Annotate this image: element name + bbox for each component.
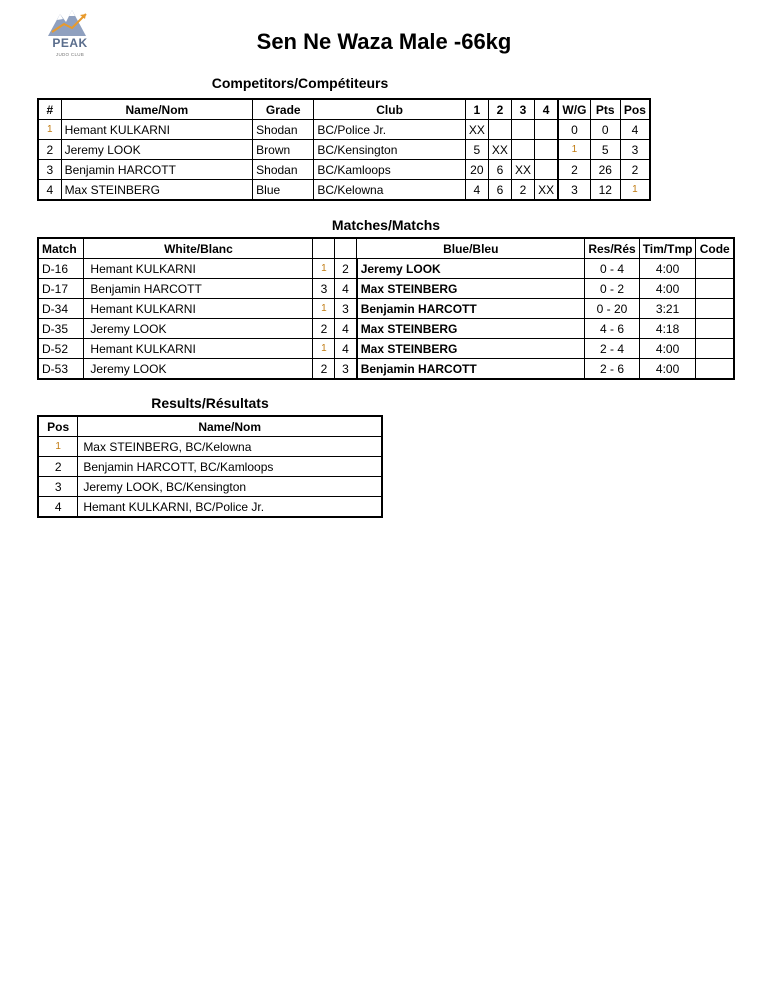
- white-num: 2: [313, 359, 335, 380]
- score-cell: [511, 120, 534, 140]
- match-time: 4:00: [639, 279, 696, 299]
- blue-player: Jeremy LOOK: [357, 259, 585, 279]
- blue-player: Benjamin HARCOTT: [357, 299, 585, 319]
- table-row: [38, 339, 734, 359]
- table-row: [38, 160, 650, 180]
- match-result: 0 - 20: [585, 299, 639, 319]
- blue-num: 3: [335, 359, 357, 380]
- mountain-icon: [46, 6, 94, 38]
- table-row: [38, 437, 382, 457]
- match-id: D-35: [38, 319, 84, 339]
- table-row: [38, 140, 650, 160]
- competitor-wg: 3: [558, 180, 590, 201]
- score-cell: [511, 140, 534, 160]
- result-pos: 4: [38, 497, 78, 518]
- competitor-num: 2: [38, 140, 61, 160]
- score-cell: 6: [488, 180, 511, 201]
- col-header-code: Code: [696, 238, 734, 259]
- competitor-wg: 1: [558, 140, 590, 160]
- match-id: D-52: [38, 339, 84, 359]
- score-cell: 20: [465, 160, 488, 180]
- col-header-4: 4: [535, 99, 559, 120]
- white-num: 1: [313, 299, 335, 319]
- competitor-num: 1: [38, 120, 61, 140]
- white-num: 2: [313, 319, 335, 339]
- col-header-white: White/Blanc: [84, 238, 313, 259]
- matches-title: Matches/Matchs: [331, 217, 441, 233]
- competitor-pts: 5: [590, 140, 620, 160]
- logo-subtext: JUDO CLUB: [55, 52, 85, 57]
- col-header-2: 2: [488, 99, 511, 120]
- result-pos: 1: [38, 437, 78, 457]
- match-time: 3:21: [639, 299, 696, 319]
- competitor-club: BC/Kamloops: [314, 160, 465, 180]
- competitors-table: [37, 98, 651, 201]
- match-code: [696, 259, 734, 279]
- competitors-header-row: [38, 99, 650, 120]
- col-header-match: Match: [38, 238, 84, 259]
- logo-text: PEAK: [52, 36, 88, 50]
- matches-header-row: [38, 238, 734, 259]
- white-player: Hemant KULKARNI: [84, 299, 313, 319]
- match-code: [696, 299, 734, 319]
- match-id: D-53: [38, 359, 84, 380]
- competitor-grade: Shodan: [253, 120, 314, 140]
- white-player: Hemant KULKARNI: [84, 259, 313, 279]
- blue-player: Benjamin HARCOTT: [357, 359, 585, 380]
- blue-num: 4: [335, 319, 357, 339]
- col-header-blue: Blue/Bleu: [357, 238, 585, 259]
- col-header-name: Name/Nom: [61, 99, 253, 120]
- white-num: 3: [313, 279, 335, 299]
- competitor-club: BC/Police Jr.: [314, 120, 465, 140]
- col-header-3: 3: [511, 99, 534, 120]
- table-row: [38, 497, 382, 518]
- competitor-num: 3: [38, 160, 61, 180]
- competitor-pos: 1: [620, 180, 650, 201]
- blue-num: 3: [335, 299, 357, 319]
- results-table: [37, 415, 383, 518]
- white-num: 1: [313, 259, 335, 279]
- score-cell: 2: [511, 180, 534, 201]
- col-header-name: Name/Nom: [78, 416, 382, 437]
- white-player: Jeremy LOOK: [84, 359, 313, 380]
- results-header-row: [38, 416, 382, 437]
- competitor-club: BC/Kensington: [314, 140, 465, 160]
- white-player: Hemant KULKARNI: [84, 339, 313, 359]
- match-time: 4:00: [639, 359, 696, 380]
- match-result: 4 - 6: [585, 319, 639, 339]
- competitor-grade: Blue: [253, 180, 314, 201]
- competitor-grade: Shodan: [253, 160, 314, 180]
- table-row: [38, 477, 382, 497]
- result-name: Max STEINBERG, BC/Kelowna: [78, 437, 382, 457]
- table-row: [38, 359, 734, 380]
- table-row: [38, 457, 382, 477]
- match-result: 2 - 6: [585, 359, 639, 380]
- matches-table: [37, 237, 735, 380]
- score-cell: [535, 120, 559, 140]
- competitor-name: Max STEINBERG: [61, 180, 253, 201]
- blue-player: Max STEINBERG: [357, 339, 585, 359]
- match-id: D-34: [38, 299, 84, 319]
- col-header-1: 1: [465, 99, 488, 120]
- competitor-pts: 12: [590, 180, 620, 201]
- competitor-pos: 4: [620, 120, 650, 140]
- col-header-pos: Pos: [620, 99, 650, 120]
- score-cell: [488, 120, 511, 140]
- competitor-pts: 0: [590, 120, 620, 140]
- competitor-wg: 0: [558, 120, 590, 140]
- match-time: 4:18: [639, 319, 696, 339]
- score-cell: 6: [488, 160, 511, 180]
- score-cell: [535, 160, 559, 180]
- col-header-time: Tim/Tmp: [639, 238, 696, 259]
- match-code: [696, 279, 734, 299]
- white-num: 1: [313, 339, 335, 359]
- blue-num: 2: [335, 259, 357, 279]
- white-player: Jeremy LOOK: [84, 319, 313, 339]
- col-header-num: #: [38, 99, 61, 120]
- match-time: 4:00: [639, 259, 696, 279]
- table-row: [38, 120, 650, 140]
- competitor-wg: 2: [558, 160, 590, 180]
- white-player: Benjamin HARCOTT: [84, 279, 313, 299]
- match-code: [696, 359, 734, 380]
- score-cell: 5: [465, 140, 488, 160]
- score-cell: 4: [465, 180, 488, 201]
- table-row: [38, 180, 650, 201]
- score-cell: XX: [511, 160, 534, 180]
- table-row: [38, 279, 734, 299]
- result-pos: 2: [38, 457, 78, 477]
- col-header-res: Res/Rés: [585, 238, 639, 259]
- score-cell: XX: [488, 140, 511, 160]
- blue-num: 4: [335, 279, 357, 299]
- result-pos: 3: [38, 477, 78, 497]
- competitor-club: BC/Kelowna: [314, 180, 465, 201]
- competitor-pos: 3: [620, 140, 650, 160]
- col-header-blue-num: [335, 238, 357, 259]
- result-name: Benjamin HARCOTT, BC/Kamloops: [78, 457, 382, 477]
- table-row: [38, 319, 734, 339]
- club-logo: [46, 6, 94, 62]
- competitor-num: 4: [38, 180, 61, 201]
- match-result: 2 - 4: [585, 339, 639, 359]
- result-name: Hemant KULKARNI, BC/Police Jr.: [78, 497, 382, 518]
- competitor-name: Benjamin HARCOTT: [61, 160, 253, 180]
- table-row: [38, 259, 734, 279]
- col-header-pts: Pts: [590, 99, 620, 120]
- score-cell: XX: [465, 120, 488, 140]
- results-title: Results/Résultats: [151, 395, 269, 411]
- competitor-grade: Brown: [253, 140, 314, 160]
- result-name: Jeremy LOOK, BC/Kensington: [78, 477, 382, 497]
- competitor-name: Hemant KULKARNI: [61, 120, 253, 140]
- competitor-pos: 2: [620, 160, 650, 180]
- page-title: Sen Ne Waza Male -66kg: [256, 29, 512, 54]
- blue-player: Max STEINBERG: [357, 279, 585, 299]
- col-header-white-num: [313, 238, 335, 259]
- match-time: 4:00: [639, 339, 696, 359]
- match-code: [696, 319, 734, 339]
- col-header-grade: Grade: [253, 99, 314, 120]
- score-cell: XX: [535, 180, 559, 201]
- col-header-pos: Pos: [38, 416, 78, 437]
- col-header-wg: W/G: [558, 99, 590, 120]
- blue-num: 4: [335, 339, 357, 359]
- match-id: D-17: [38, 279, 84, 299]
- competitor-name: Jeremy LOOK: [61, 140, 253, 160]
- competitors-title: Competitors/Compétiteurs: [211, 75, 389, 91]
- score-cell: [535, 140, 559, 160]
- match-result: 0 - 4: [585, 259, 639, 279]
- match-id: D-16: [38, 259, 84, 279]
- competitor-pts: 26: [590, 160, 620, 180]
- col-header-club: Club: [314, 99, 465, 120]
- match-code: [696, 339, 734, 359]
- table-row: [38, 299, 734, 319]
- blue-player: Max STEINBERG: [357, 319, 585, 339]
- match-result: 0 - 2: [585, 279, 639, 299]
